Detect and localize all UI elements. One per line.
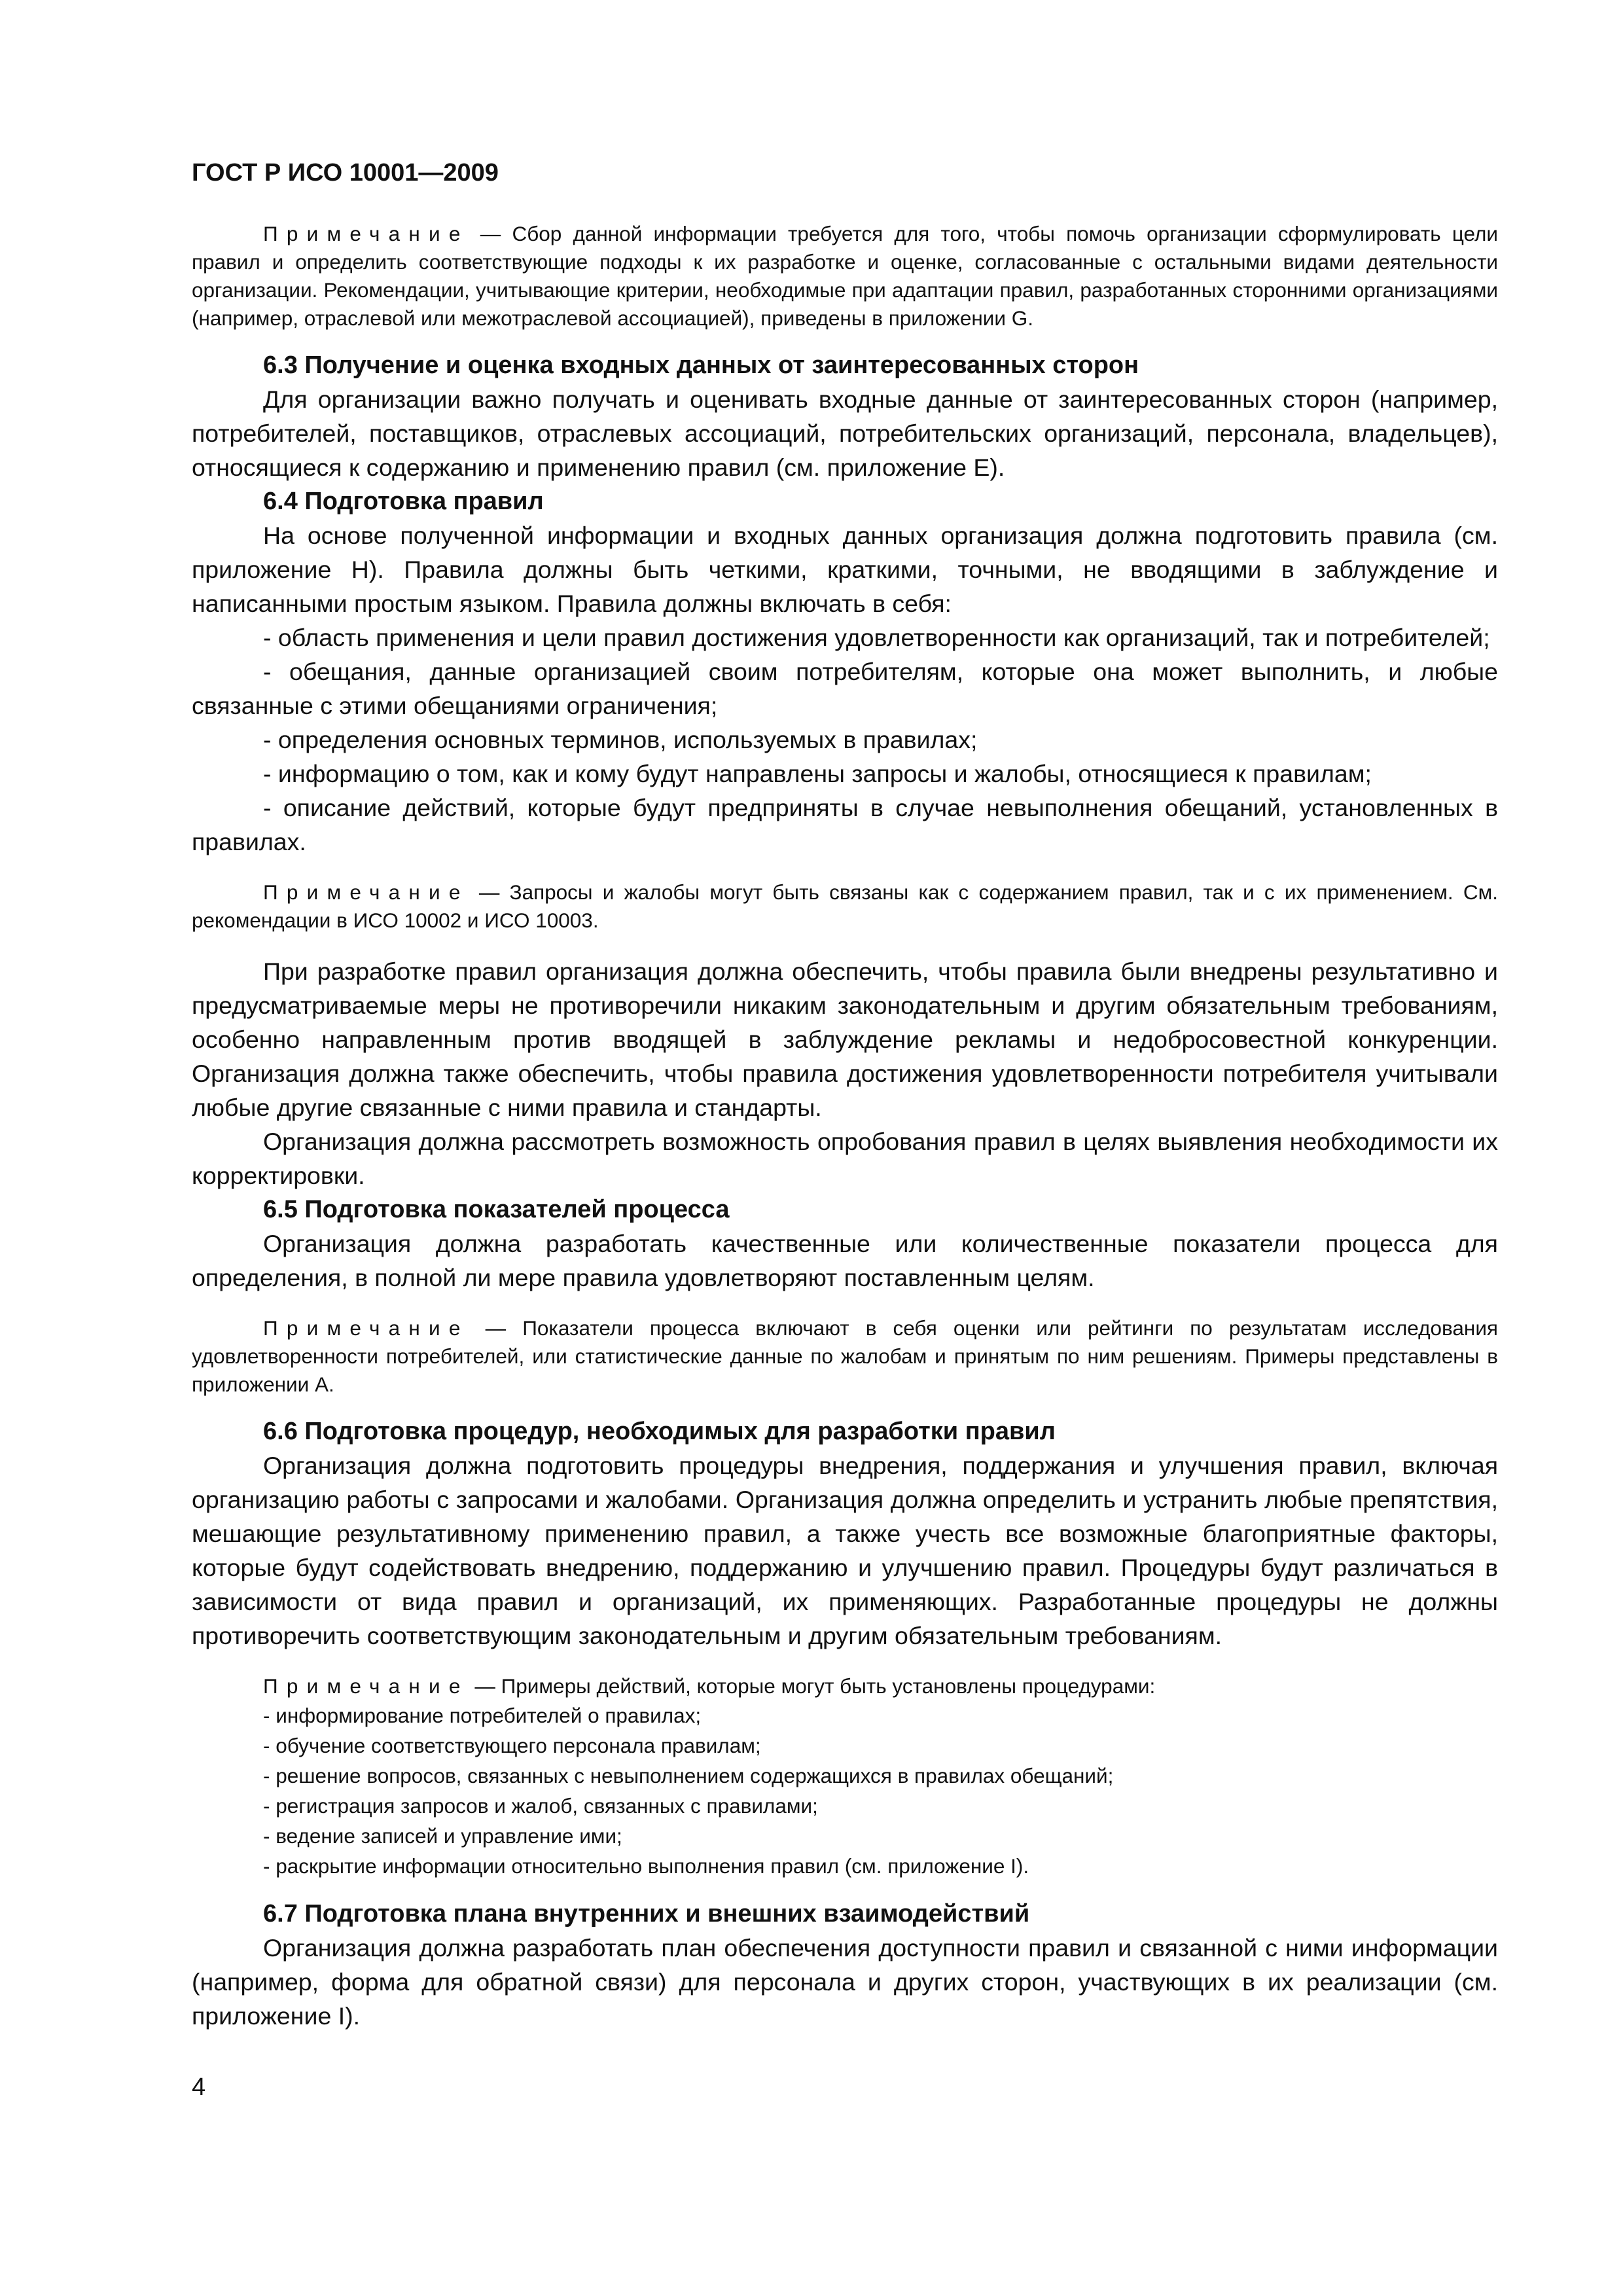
list-item: - описание действий, которые будут предприняты в случае невыполнения обещаний, установленных в правилах. [192, 794, 1498, 855]
note-6-4 [192, 878, 1498, 935]
paragraph: При разработке правил организация должна обеспечить, чтобы правила были внедрены результативно и предусматриваемые меры не противоречили никаким законодательным и другим обязательным требованиям, особенно направленным против вводящей в заблуждение рекламы и недобросовестной конкуренции. Организация должна также обеспечить, чтобы правила достижения удовлетворенности потребителя учитывали любые другие связанные с ними правила и стандарты. [192, 958, 1498, 1121]
paragraph: Организация должна рассмотреть возможность опробования правил в целях выявления необходимости их корректировки. [192, 1128, 1498, 1189]
page-number: 4 [192, 2073, 206, 2101]
document-page [192, 157, 1498, 2033]
section-heading-6-5: 6.5 Подготовка показателей процесса [263, 1196, 730, 1223]
note-text: Запросы и жалобы могут быть связаны как с содержанием правил, так и с их применением. См. рекомендации в ИСО 10002 и ИСО 10003. [192, 880, 1498, 932]
note-dash: — [469, 1674, 501, 1698]
note-text: Сбор данной информации требуется для того, чтобы помочь организации сформулировать цели правил и определить соответствующие подходы к их разработке и оценке, согласованные с остальными видами деятельности организации. Рекомендации, учитывающие критерии, необходимые при адаптации правил, разработанных сторонними организациями (например, отраслевой или межотраслевой ассоциацией), приведены в приложении G. [192, 222, 1498, 330]
note-label: Примечание [263, 1316, 469, 1340]
paragraph: Организация должна разработать качественные или количественные показатели процесса для определения, в полной ли мере правила удовлетворяют поставленным целям. [192, 1230, 1498, 1291]
section-heading-6-3: 6.3 Получение и оценка входных данных от заинтересованных сторон [263, 351, 1139, 379]
list-item: - область применения и цели правил достижения удовлетворенности как организаций, так и потребителей; [263, 624, 1490, 651]
note-6-6 [192, 1672, 1498, 1700]
paragraph: Для организации важно получать и оценивать входные данные от заинтересованных сторон (например, потребителей, поставщиков, отраслевых ассоциаций, потребительских организаций, персонала, владельцев), относящиеся к содержанию и применению правил (см. приложение Е). [192, 386, 1498, 481]
note-label: Примечание [263, 222, 469, 245]
note-text: Показатели процесса включают в себя оценки или рейтинги по результатам исследования удовлетворенности потребителей, или статистические данные по жалобам и принятым по ним решениям. Примеры представлены в приложении А. [192, 1316, 1498, 1396]
note-6-5 [192, 1314, 1498, 1399]
list-item: - обещания, данные организацией своим потребителям, которые она может выполнить, и любые связанные с этими обещаниями ограничения; [192, 658, 1498, 719]
note-dash: — [469, 1316, 523, 1340]
note-list-item: - раскрытие информации относительно выполнения правил (см. приложение I). [263, 1854, 1029, 1878]
section-heading-6-4: 6.4 Подготовка правил [263, 488, 544, 515]
paragraph: Организация должна подготовить процедуры внедрения, поддержания и улучшения правил, включая организацию работы с запросами и жалобами. Организация должна определить и устранить любые препятствия, мешающие результативному применению правил, а также учесть все возможные благоприятные факторы, которые будут содействовать внедрению, поддержанию и улучшению правил. Процедуры будут различаться в зависимости от вида правил и организаций, их применяющих. Разработанные процедуры не должны противоречить соответствующим законодательным и другим обязательным требованиям. [192, 1452, 1498, 1649]
note-6-2 [192, 220, 1498, 332]
note-dash: — [469, 222, 512, 245]
section-heading-6-6: 6.6 Подготовка процедур, необходимых для разработки правил [263, 1418, 1056, 1445]
section-heading-6-7: 6.7 Подготовка плана внутренних и внешних взаимодействий [263, 1900, 1030, 1928]
note-list-item: - регистрация запросов и жалоб, связанных с правилами; [263, 1794, 818, 1818]
note-list-item: - обучение соответствующего персонала правилам; [263, 1734, 761, 1757]
note-dash: — [469, 880, 510, 904]
note-label: Примечание [263, 1674, 469, 1698]
paragraph: Организация должна разработать план обеспечения доступности правил и связанной с ними информации (например, форма для обратной связи) для персонала и других сторон, участвующих в их реализации (см. приложение I). [192, 1934, 1498, 2030]
note-list-item: - решение вопросов, связанных с невыполнением содержащихся в правилах обещаний; [263, 1764, 1114, 1787]
note-text: Примеры действий, которые могут быть установлены процедурами: [501, 1674, 1156, 1698]
note-label: Примечание [263, 880, 469, 904]
note-list-item: - информирование потребителей о правилах; [263, 1704, 702, 1727]
list-item: - информацию о том, как и кому будут направлены запросы и жалобы, относящиеся к правилам; [263, 760, 1372, 787]
note-list-item: - ведение записей и управление ими; [263, 1824, 622, 1848]
paragraph: На основе полученной информации и входных данных организация должна подготовить правила (см. приложение Н). Правила должны быть четкими, краткими, точными, не вводящими в заблуждение и написанными простым языком. Правила должны включать в себя: [192, 522, 1498, 617]
list-item: - определения основных терминов, используемых в правилах; [263, 726, 978, 753]
document-header: ГОСТ Р ИСО 10001—2009 [192, 159, 499, 187]
